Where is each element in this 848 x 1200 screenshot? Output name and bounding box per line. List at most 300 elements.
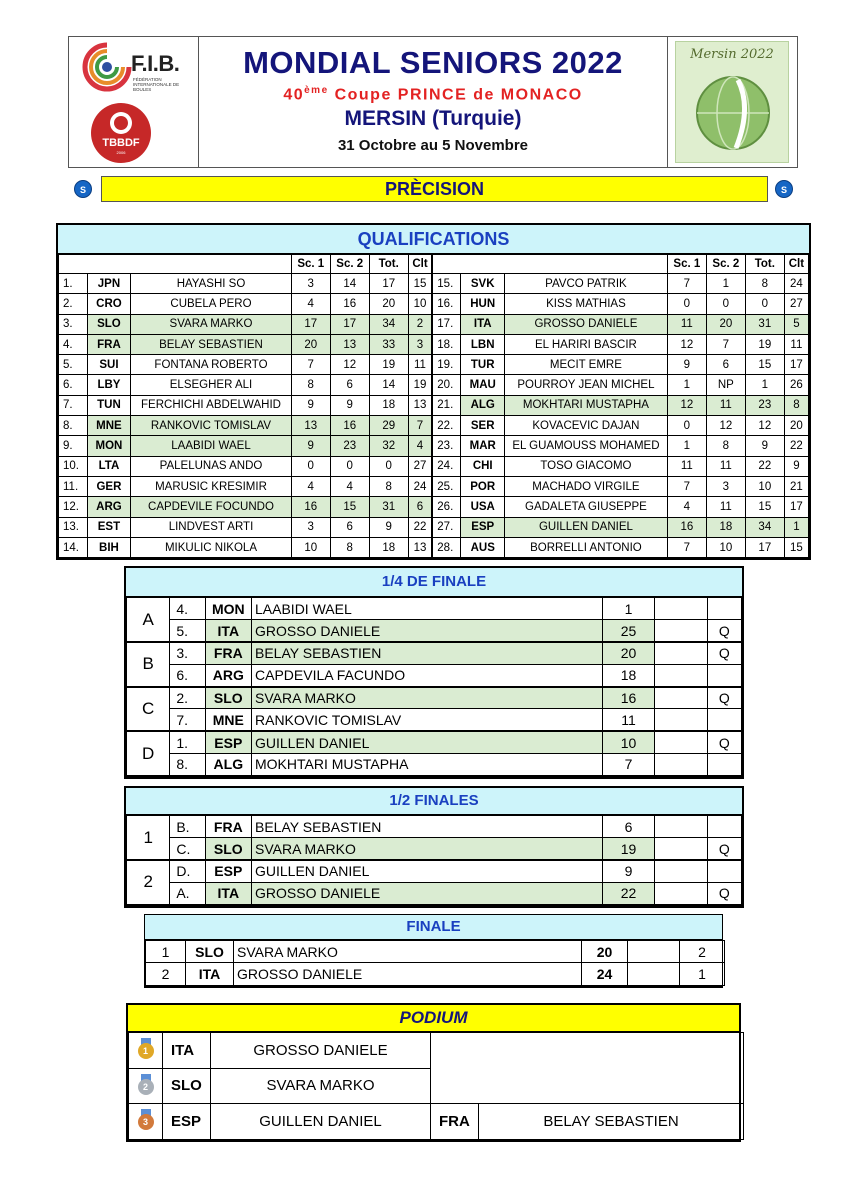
player-number: 6.: [59, 375, 88, 395]
ranking: 17: [784, 355, 808, 375]
player-name: EL GUAMOUSS MOHAMED: [505, 436, 668, 456]
score-1: 13: [291, 416, 330, 436]
qualified-mark: [707, 598, 741, 620]
country-code: ITA: [205, 882, 251, 904]
empty-cell: [655, 709, 707, 731]
country-code: SLO: [163, 1068, 211, 1104]
country-code: ARG: [87, 497, 131, 517]
country-code: FRA: [205, 642, 251, 664]
player-name: CAPDEVILA FACUNDO: [252, 664, 603, 686]
qualification-row: [59, 314, 809, 334]
ranking: 15: [408, 274, 432, 294]
country-code: MON: [205, 598, 251, 620]
qualified-mark: Q: [707, 731, 741, 753]
seed-position: 6.: [170, 664, 205, 686]
player-number: 22.: [432, 416, 461, 436]
player-name: SVARA MARKO: [252, 838, 603, 860]
score-2: 16: [330, 294, 369, 314]
total-score: 34: [369, 314, 408, 334]
score-2: 23: [330, 436, 369, 456]
qualification-row: [59, 456, 809, 476]
match-row: [127, 642, 742, 664]
podium-table: [126, 1003, 741, 1142]
ranking: 4: [408, 436, 432, 456]
player-number: 12.: [59, 497, 88, 517]
empty-cell: [628, 963, 680, 985]
col-sc2: Sc. 2: [330, 255, 369, 274]
match-row: [127, 838, 742, 860]
country-code: ALG: [205, 754, 251, 776]
ranking: 6: [408, 497, 432, 517]
final-score: 20: [582, 941, 628, 963]
quarterfinal-grid: [126, 597, 742, 777]
total-score: 20: [369, 294, 408, 314]
score-1: 9: [291, 395, 330, 415]
player-name: GROSSO DANIELE: [252, 620, 603, 642]
podium-title: PODIUM: [128, 1005, 739, 1032]
fib-logo-text: F.I.B.: [131, 51, 180, 76]
score-2: 0: [706, 294, 745, 314]
total-score: 29: [369, 416, 408, 436]
player-number: 5.: [59, 355, 88, 375]
qualifications-title: QUALIFICATIONS: [58, 225, 809, 254]
col-sc1: Sc. 1: [667, 255, 706, 274]
country-code: JPN: [87, 274, 131, 294]
seed-position: B.: [170, 816, 205, 838]
score-2: 11: [706, 497, 745, 517]
score-1: 9: [667, 355, 706, 375]
seed-position: 8.: [170, 754, 205, 776]
seed-position: 3.: [170, 642, 205, 664]
match-row: [127, 731, 742, 753]
qualification-row: [59, 537, 809, 557]
country-code: SUI: [87, 355, 131, 375]
score-1: 4: [291, 294, 330, 314]
ranking: 5: [784, 314, 808, 334]
empty-cell: [655, 598, 707, 620]
medal-icon: 2: [138, 1074, 154, 1094]
empty-cell: [655, 816, 707, 838]
score-1: 7: [667, 476, 706, 496]
ranking: 21: [784, 476, 808, 496]
score-1: 4: [667, 497, 706, 517]
player-name: PAVCO PATRIK: [505, 274, 668, 294]
ranking: 22: [784, 436, 808, 456]
country-code: ARG: [205, 664, 251, 686]
player-name: BORRELLI ANTONIO: [505, 537, 668, 557]
semifinal-title: 1/2 FINALES: [126, 788, 742, 815]
discipline-banner: PRÈCISION: [101, 176, 768, 202]
col-sc2: Sc. 2: [706, 255, 745, 274]
ranking: 11: [784, 334, 808, 354]
match-row: [127, 816, 742, 838]
player-name: SVARA MARKO: [234, 941, 582, 963]
tbbdf-logo-year: 2006: [116, 150, 126, 155]
score-1: 11: [667, 456, 706, 476]
match-score: 6: [602, 816, 654, 838]
player-name: BELAY SEBASTIEN: [252, 642, 603, 664]
country-code: ESP: [461, 517, 505, 537]
header-titles: [199, 37, 667, 167]
final-rank: 1: [680, 963, 725, 985]
ranking: 26: [784, 375, 808, 395]
match-score: 22: [602, 882, 654, 904]
qualifications-header-row: [59, 255, 809, 274]
total-score: 9: [745, 436, 784, 456]
medal-cell: [129, 1104, 163, 1140]
score-1: 16: [667, 517, 706, 537]
score-2: 18: [706, 517, 745, 537]
empty-cell: [655, 731, 707, 753]
player-name: BELAY SEBASTIEN: [252, 816, 603, 838]
score-2: 6: [330, 517, 369, 537]
player-name: GUILLEN DANIEL: [505, 517, 668, 537]
player-name: HAYASHI SO: [131, 274, 292, 294]
player-name: BELAY SEBASTIEN: [479, 1104, 744, 1140]
player-number: 23.: [432, 436, 461, 456]
event-city: MERSIN (Turquie): [344, 107, 522, 131]
total-score: 10: [745, 476, 784, 496]
col-rank: Clt: [784, 255, 808, 274]
mersin-logo-text: Mersin 2022: [690, 47, 774, 62]
player-name: MARUSIC KRESIMIR: [131, 476, 292, 496]
ranking: 2: [408, 314, 432, 334]
ranking: 1: [784, 517, 808, 537]
qualification-row: [59, 416, 809, 436]
score-2: 4: [330, 476, 369, 496]
player-name: MOKHTARI MUSTAPHA: [505, 395, 668, 415]
player-number: 25.: [432, 476, 461, 496]
total-score: 18: [369, 395, 408, 415]
match-score: 9: [602, 860, 654, 882]
event-title: MONDIAL SENIORS 2022: [243, 45, 623, 80]
score-2: 14: [330, 274, 369, 294]
score-2: 13: [330, 334, 369, 354]
total-score: 8: [369, 476, 408, 496]
total-score: 19: [369, 355, 408, 375]
country-code: SVK: [461, 274, 505, 294]
player-number: 8.: [59, 416, 88, 436]
country-code: USA: [461, 497, 505, 517]
col-total: Tot.: [745, 255, 784, 274]
score-2: 12: [706, 416, 745, 436]
seed-position: 1: [146, 941, 186, 963]
player-number: 26.: [432, 497, 461, 517]
discipline-right-icon: S: [775, 180, 793, 198]
total-score: 9: [369, 517, 408, 537]
qualification-row: [59, 395, 809, 415]
total-score: 22: [745, 456, 784, 476]
player-name: MIKULIC NIKOLA: [131, 537, 292, 557]
empty-cell: [628, 941, 680, 963]
country-code: MNE: [87, 416, 131, 436]
score-2: 3: [706, 476, 745, 496]
globe-icon: [690, 70, 776, 156]
player-name: PALELUNAS ANDO: [131, 456, 292, 476]
country-code: SLO: [87, 314, 131, 334]
country-code: SER: [461, 416, 505, 436]
total-score: 32: [369, 436, 408, 456]
country-code: HUN: [461, 294, 505, 314]
fib-logo-subtext: FÉDÉRATION INTERNATIONALE DE BOULES: [133, 77, 180, 92]
match-score: 16: [602, 687, 654, 709]
player-number: 9.: [59, 436, 88, 456]
score-1: 8: [291, 375, 330, 395]
country-code: MAU: [461, 375, 505, 395]
tbbdf-logo: [91, 103, 151, 163]
empty-cell: [655, 642, 707, 664]
final-row: [146, 963, 725, 985]
player-name: GADALETA GIUSEPPE: [505, 497, 668, 517]
medal-icon: 3: [138, 1109, 154, 1129]
semifinal-grid: [126, 815, 742, 906]
qualified-mark: Q: [707, 620, 741, 642]
seed-position: 2: [146, 963, 186, 985]
seed-position: 2.: [170, 687, 205, 709]
player-name: KISS MATHIAS: [505, 294, 668, 314]
player-number: 19.: [432, 355, 461, 375]
player-name: RANKOVIC TOMISLAV: [131, 416, 292, 436]
match-row: [127, 598, 742, 620]
score-2: 6: [706, 355, 745, 375]
col-sc1: Sc. 1: [291, 255, 330, 274]
player-name: ELSEGHER ALI: [131, 375, 292, 395]
score-1: 16: [291, 497, 330, 517]
score-2: 20: [706, 314, 745, 334]
total-score: 19: [745, 334, 784, 354]
qualification-row: [59, 355, 809, 375]
group-label: 1: [127, 816, 170, 861]
final-row: [146, 941, 725, 963]
country-code: CRO: [87, 294, 131, 314]
country-code: MON: [87, 436, 131, 456]
match-score: 7: [602, 754, 654, 776]
country-code: BIH: [87, 537, 131, 557]
country-code: POR: [461, 476, 505, 496]
header-spacer: [432, 255, 667, 274]
match-score: 18: [602, 664, 654, 686]
score-1: 0: [291, 456, 330, 476]
match-row: [127, 687, 742, 709]
group-label: A: [127, 598, 170, 643]
player-name: MOKHTARI MUSTAPHA: [252, 754, 603, 776]
total-score: 31: [745, 314, 784, 334]
quarterfinal-title: 1/4 DE FINALE: [126, 568, 742, 597]
player-name: TOSO GIACOMO: [505, 456, 668, 476]
tbbdf-logo-text: TBBDF: [102, 137, 140, 149]
country-code: TUN: [87, 395, 131, 415]
qualification-row: [59, 334, 809, 354]
ranking: 15: [784, 537, 808, 557]
ranking: 13: [408, 395, 432, 415]
player-name: LINDVEST ARTI: [131, 517, 292, 537]
player-number: 2.: [59, 294, 88, 314]
ranking: 27: [784, 294, 808, 314]
qualified-mark: Q: [707, 882, 741, 904]
country-code: LTA: [87, 456, 131, 476]
country-code: GER: [87, 476, 131, 496]
qualification-row: [59, 497, 809, 517]
medal-cell: [129, 1068, 163, 1104]
country-code: ESP: [205, 731, 251, 753]
score-1: 4: [291, 476, 330, 496]
score-2: 11: [706, 456, 745, 476]
score-1: 12: [667, 334, 706, 354]
score-1: 7: [667, 537, 706, 557]
score-1: 3: [291, 517, 330, 537]
score-1: 9: [291, 436, 330, 456]
score-2: 17: [330, 314, 369, 334]
score-2: 0: [330, 456, 369, 476]
qualified-mark: [707, 754, 741, 776]
final-grid: [145, 940, 725, 986]
total-score: 34: [745, 517, 784, 537]
player-name: GROSSO DANIELE: [252, 882, 603, 904]
qualified-mark: Q: [707, 687, 741, 709]
score-1: 0: [667, 294, 706, 314]
score-1: 3: [291, 274, 330, 294]
mersin-logo: [675, 41, 789, 163]
final-title: FINALE: [145, 915, 722, 940]
medal-cell: [129, 1033, 163, 1069]
country-code: ITA: [461, 314, 505, 334]
country-code: AUS: [461, 537, 505, 557]
player-number: 7.: [59, 395, 88, 415]
player-name: CUBELA PERO: [131, 294, 292, 314]
score-2: 6: [330, 375, 369, 395]
logos-left: [69, 37, 199, 167]
country-code: LBN: [461, 334, 505, 354]
empty-cell: [655, 754, 707, 776]
player-name: BELAY SEBASTIEN: [131, 334, 292, 354]
country-code: MAR: [461, 436, 505, 456]
ranking: 11: [408, 355, 432, 375]
total-score: 0: [369, 456, 408, 476]
score-2: NP: [706, 375, 745, 395]
player-number: 3.: [59, 314, 88, 334]
ranking: 10: [408, 294, 432, 314]
match-row: [127, 709, 742, 731]
score-2: 11: [706, 395, 745, 415]
seed-position: 5.: [170, 620, 205, 642]
seed-position: C.: [170, 838, 205, 860]
match-score: 20: [602, 642, 654, 664]
semifinal-table: [124, 786, 744, 908]
total-score: 18: [369, 537, 408, 557]
ranking: 20: [784, 416, 808, 436]
match-score: 11: [602, 709, 654, 731]
player-name: GROSSO DANIELE: [234, 963, 582, 985]
score-1: 10: [291, 537, 330, 557]
match-score: 1: [602, 598, 654, 620]
score-1: 17: [291, 314, 330, 334]
country-code: SLO: [205, 687, 251, 709]
empty-cell: [655, 860, 707, 882]
col-total: Tot.: [369, 255, 408, 274]
qualification-row: [59, 517, 809, 537]
ranking: 7: [408, 416, 432, 436]
total-score: 0: [745, 294, 784, 314]
score-1: 11: [667, 314, 706, 334]
total-score: 23: [745, 395, 784, 415]
player-name: GROSSO DANIELE: [505, 314, 668, 334]
ranking: 8: [784, 395, 808, 415]
score-2: 15: [330, 497, 369, 517]
score-2: 10: [706, 537, 745, 557]
qualified-mark: [707, 709, 741, 731]
match-score: 10: [602, 731, 654, 753]
total-score: 15: [745, 355, 784, 375]
player-name: MACHADO VIRGILE: [505, 476, 668, 496]
player-number: 15.: [432, 274, 461, 294]
player-number: 16.: [432, 294, 461, 314]
score-1: 1: [667, 436, 706, 456]
player-name: SVARA MARKO: [252, 687, 603, 709]
country-code: ITA: [163, 1033, 211, 1069]
podium-grid: [128, 1032, 744, 1140]
player-name: FERCHICHI ABDELWAHID: [131, 395, 292, 415]
medal-icon: 1: [138, 1038, 154, 1058]
country-code: MNE: [205, 709, 251, 731]
player-name: POURROY JEAN MICHEL: [505, 375, 668, 395]
score-2: 8: [330, 537, 369, 557]
total-score: 12: [745, 416, 784, 436]
group-label: B: [127, 642, 170, 687]
player-name: SVARA MARKO: [131, 314, 292, 334]
total-score: 1: [745, 375, 784, 395]
player-number: 21.: [432, 395, 461, 415]
total-score: 17: [745, 537, 784, 557]
ranking: 3: [408, 334, 432, 354]
seed-position: 1.: [170, 731, 205, 753]
final-rank: 2: [680, 941, 725, 963]
qualifications-table: [56, 223, 811, 560]
podium-row: [129, 1033, 744, 1069]
player-name: KOVACEVIC DAJAN: [505, 416, 668, 436]
qualified-mark: [707, 860, 741, 882]
country-code: CHI: [461, 456, 505, 476]
final-table: [144, 914, 723, 988]
group-label: C: [127, 687, 170, 732]
player-name: FONTANA ROBERTO: [131, 355, 292, 375]
empty-cell: [431, 1033, 744, 1104]
match-score: 19: [602, 838, 654, 860]
score-1: 7: [667, 274, 706, 294]
score-2: 7: [706, 334, 745, 354]
score-2: 1: [706, 274, 745, 294]
ranking: 9: [784, 456, 808, 476]
empty-cell: [655, 838, 707, 860]
seed-position: 4.: [170, 598, 205, 620]
qualified-mark: Q: [707, 642, 741, 664]
match-row: [127, 860, 742, 882]
qualifications-grid: [58, 254, 809, 558]
score-1: 0: [667, 416, 706, 436]
qualified-mark: [707, 816, 741, 838]
empty-cell: [655, 664, 707, 686]
empty-cell: [655, 687, 707, 709]
event-dates: 31 Octobre au 5 Novembre: [337, 137, 529, 155]
total-score: 33: [369, 334, 408, 354]
player-number: 10.: [59, 456, 88, 476]
country-code: ITA: [186, 963, 234, 985]
total-score: 15: [745, 497, 784, 517]
ranking: 24: [784, 274, 808, 294]
country-code: EST: [87, 517, 131, 537]
player-name: GUILLEN DANIEL: [252, 731, 603, 753]
country-code: ESP: [205, 860, 251, 882]
score-2: 12: [330, 355, 369, 375]
